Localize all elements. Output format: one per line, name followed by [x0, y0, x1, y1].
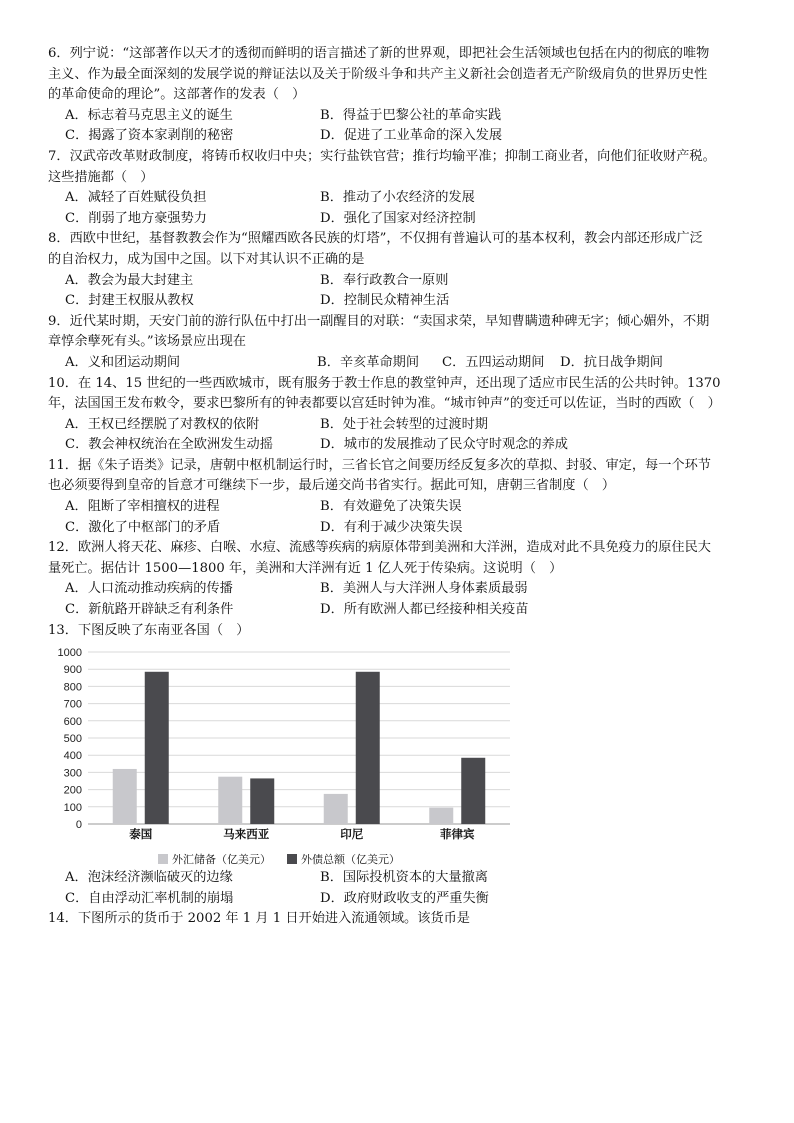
- y-tick-label: 500: [63, 733, 82, 746]
- x-tick-label: 马来西亚: [223, 827, 270, 842]
- y-tick-label: 900: [63, 664, 82, 677]
- option-a: A．教会为最大封建主: [65, 272, 194, 288]
- question-stem: 7．汉武帝改革财政制度，将铸币权收归中央；实行盐铁官营；推行均输平准；抑制工商业者，向他们征收财产税。: [48, 148, 716, 164]
- bar-reserves: [113, 769, 137, 824]
- option-a: A．减轻了百姓赋役负担: [65, 190, 207, 206]
- exam-page: [48, 44, 758, 930]
- option-a: A．义和团运动期间: [65, 354, 181, 370]
- legend-swatch: [158, 854, 168, 864]
- option-b: B．处于社会转型的过渡时期: [320, 416, 488, 432]
- y-tick-label: 400: [63, 750, 82, 763]
- question-13: [48, 621, 758, 910]
- option-d: D．控制民众精神生活: [320, 293, 450, 309]
- question-stem: 14．下图所示的货币于 2002 年 1 月 1 日开始进入流通领域。该货币是: [48, 911, 470, 927]
- bar-chart-svg: [48, 644, 548, 849]
- option-b: B．国际投机资本的大量撤离: [320, 870, 488, 886]
- option-d: D．促进了工业革命的深入发展: [320, 128, 503, 144]
- bar-reserves: [429, 808, 453, 824]
- question-stem: 主义、作为最全面深刻的发展学说的辩证法以及关于阶级斗争和共产主义新社会创造者无产阶级肩负的世界历史性: [48, 66, 708, 82]
- y-tick-label: 0: [75, 819, 82, 832]
- y-tick-label: 700: [63, 698, 82, 711]
- question-7: [48, 147, 758, 229]
- question-stem: 6．列宁说：“这部著作以天才的透彻而鲜明的语言描述了新的世界观，即把社会生活领域也包括在内的彻底的唯物: [48, 46, 710, 61]
- option-b: B．有效避免了决策失误: [320, 499, 462, 515]
- option-a: A．人口流动推动疾病的传播: [65, 581, 233, 597]
- option-d: D．政府财政收支的严重失衡: [320, 890, 489, 906]
- question-stem: 的自治权力，成为国中之国。以下对其认识不正确的是: [48, 251, 365, 267]
- question-stem: 量死亡。据估计 1500—1800 年，美洲和大洋洲有近 1 亿人死于传染病。这说明（ ）: [48, 560, 563, 576]
- question-stem: 10．在 14、15 世纪的一些西欧城市，既有服务于教士作息的教堂钟声，还出现了适应市民生活的公共时钟。1370: [48, 375, 721, 391]
- question-stem: 也必须要得到皇帝的旨意才可继续下一步，最后递交尚书省实行。据此可知，唐朝三省制度（ ）: [48, 478, 616, 494]
- question-stem: 8．西欧中世纪，基督教教会作为“照耀西欧各民族的灯塔”，不仅拥有普遍认可的基本权利，教会内部还形成广泛: [48, 231, 703, 247]
- question-stem: 9．近代某时期，天安门前的游行队伍中打出一副醒目的对联：“卖国求荣，早知曹瞒遗种碑无字；倾心媚外，不期: [48, 313, 710, 329]
- bar-debt: [461, 758, 485, 824]
- option-d: D．强化了国家对经济控制: [320, 210, 476, 226]
- option-c: C．新航路开辟缺乏有利条件: [65, 602, 234, 618]
- question-6: [48, 44, 758, 147]
- option-a: A．泡沫经济濒临破灭的边缘: [65, 870, 233, 886]
- y-tick-label: 1000: [57, 647, 82, 660]
- y-tick-label: 300: [63, 767, 82, 780]
- legend-item-reserves: [158, 850, 271, 871]
- option-d: D．抗日战争期间: [560, 354, 663, 370]
- option-b: B．美洲人与大洋洲人身体素质最弱: [320, 581, 528, 597]
- question-stem: 年，法国国王发布敕令，要求巴黎所有的钟表都要以宫廷时钟为准。“城市钟声”的变迁可以佐证，当时的西欧（ ）: [48, 396, 721, 412]
- x-tick-label: 泰国: [129, 827, 153, 842]
- question-stem: 这些措施都（ ）: [48, 169, 154, 185]
- option-c: C．封建王权服从教权: [65, 293, 194, 309]
- question-stem: 12．欧洲人将天花、麻疹、白喉、水痘、流感等疾病的病原体带到美洲和大洋洲，造成对此不具免疫力的原住民大: [48, 540, 711, 556]
- y-tick-label: 800: [63, 681, 82, 694]
- y-tick-label: 200: [63, 784, 82, 797]
- option-a: A．阻断了宰相擅权的进程: [65, 499, 220, 515]
- y-tick-label: 100: [63, 802, 82, 815]
- option-b: B．辛亥革命期间: [317, 354, 420, 370]
- option-c: C．激化了中枢部门的矛盾: [65, 519, 221, 535]
- bar-debt: [356, 672, 380, 824]
- question-stem: 11．据《朱子语类》记录，唐朝中枢机制运行时，三省长官之间要历经反复多次的草拟、封驳、审定，每一个环节: [48, 457, 711, 473]
- legend-label: 外债总额（亿美元）: [301, 853, 400, 867]
- question-8: [48, 229, 758, 311]
- question-11: [48, 456, 758, 538]
- bar-reserves: [218, 777, 242, 824]
- option-c: C．教会神权统治在全欧洲发生动摇: [65, 437, 273, 453]
- chart-legend: [158, 850, 400, 871]
- option-a: A．标志着马克思主义的诞生: [65, 107, 233, 123]
- option-d: D．城市的发展推动了民众守时观念的养成: [320, 437, 568, 453]
- option-b: B．得益于巴黎公社的革命实践: [320, 107, 502, 123]
- question-stem: 章惇余孽死有头。”该场景应出现在: [48, 334, 246, 350]
- option-b: B．推动了小农经济的发展: [320, 190, 475, 206]
- option-c: C．削弱了地方豪强势力: [65, 210, 207, 226]
- x-tick-label: 印尼: [340, 827, 364, 842]
- legend-item-debt: [287, 850, 400, 871]
- bar-reserves: [324, 794, 348, 824]
- question-10: [48, 374, 758, 456]
- question-12: [48, 538, 758, 620]
- option-c: C．揭露了资本家剥削的秘密: [65, 128, 234, 144]
- question-stem: 的革命使命的理论”。这部著作的发表（ ）: [48, 87, 306, 103]
- question-14: [48, 909, 758, 930]
- option-c: C．自由浮动汇率机制的崩塌: [65, 890, 234, 906]
- bar-chart: [48, 644, 548, 868]
- question-9: [48, 312, 758, 374]
- x-tick-label: 菲律宾: [440, 827, 475, 842]
- option-d: D．有利于减少决策失误: [320, 519, 463, 535]
- question-stem: 13．下图反映了东南亚各国（ ）: [48, 622, 250, 638]
- y-tick-label: 600: [63, 716, 82, 729]
- option-a: A．王权已经摆脱了对教权的依附: [65, 416, 260, 432]
- legend-label: 外汇储备（亿美元）: [172, 853, 271, 867]
- option-d: D．所有欧洲人都已经接种相关疫苗: [320, 602, 529, 618]
- bar-debt: [250, 779, 274, 825]
- option-c: C．五四运动期间: [442, 354, 545, 370]
- option-b: B．奉行政教合一原则: [320, 272, 449, 288]
- bar-debt: [145, 672, 169, 824]
- legend-swatch: [287, 854, 297, 864]
